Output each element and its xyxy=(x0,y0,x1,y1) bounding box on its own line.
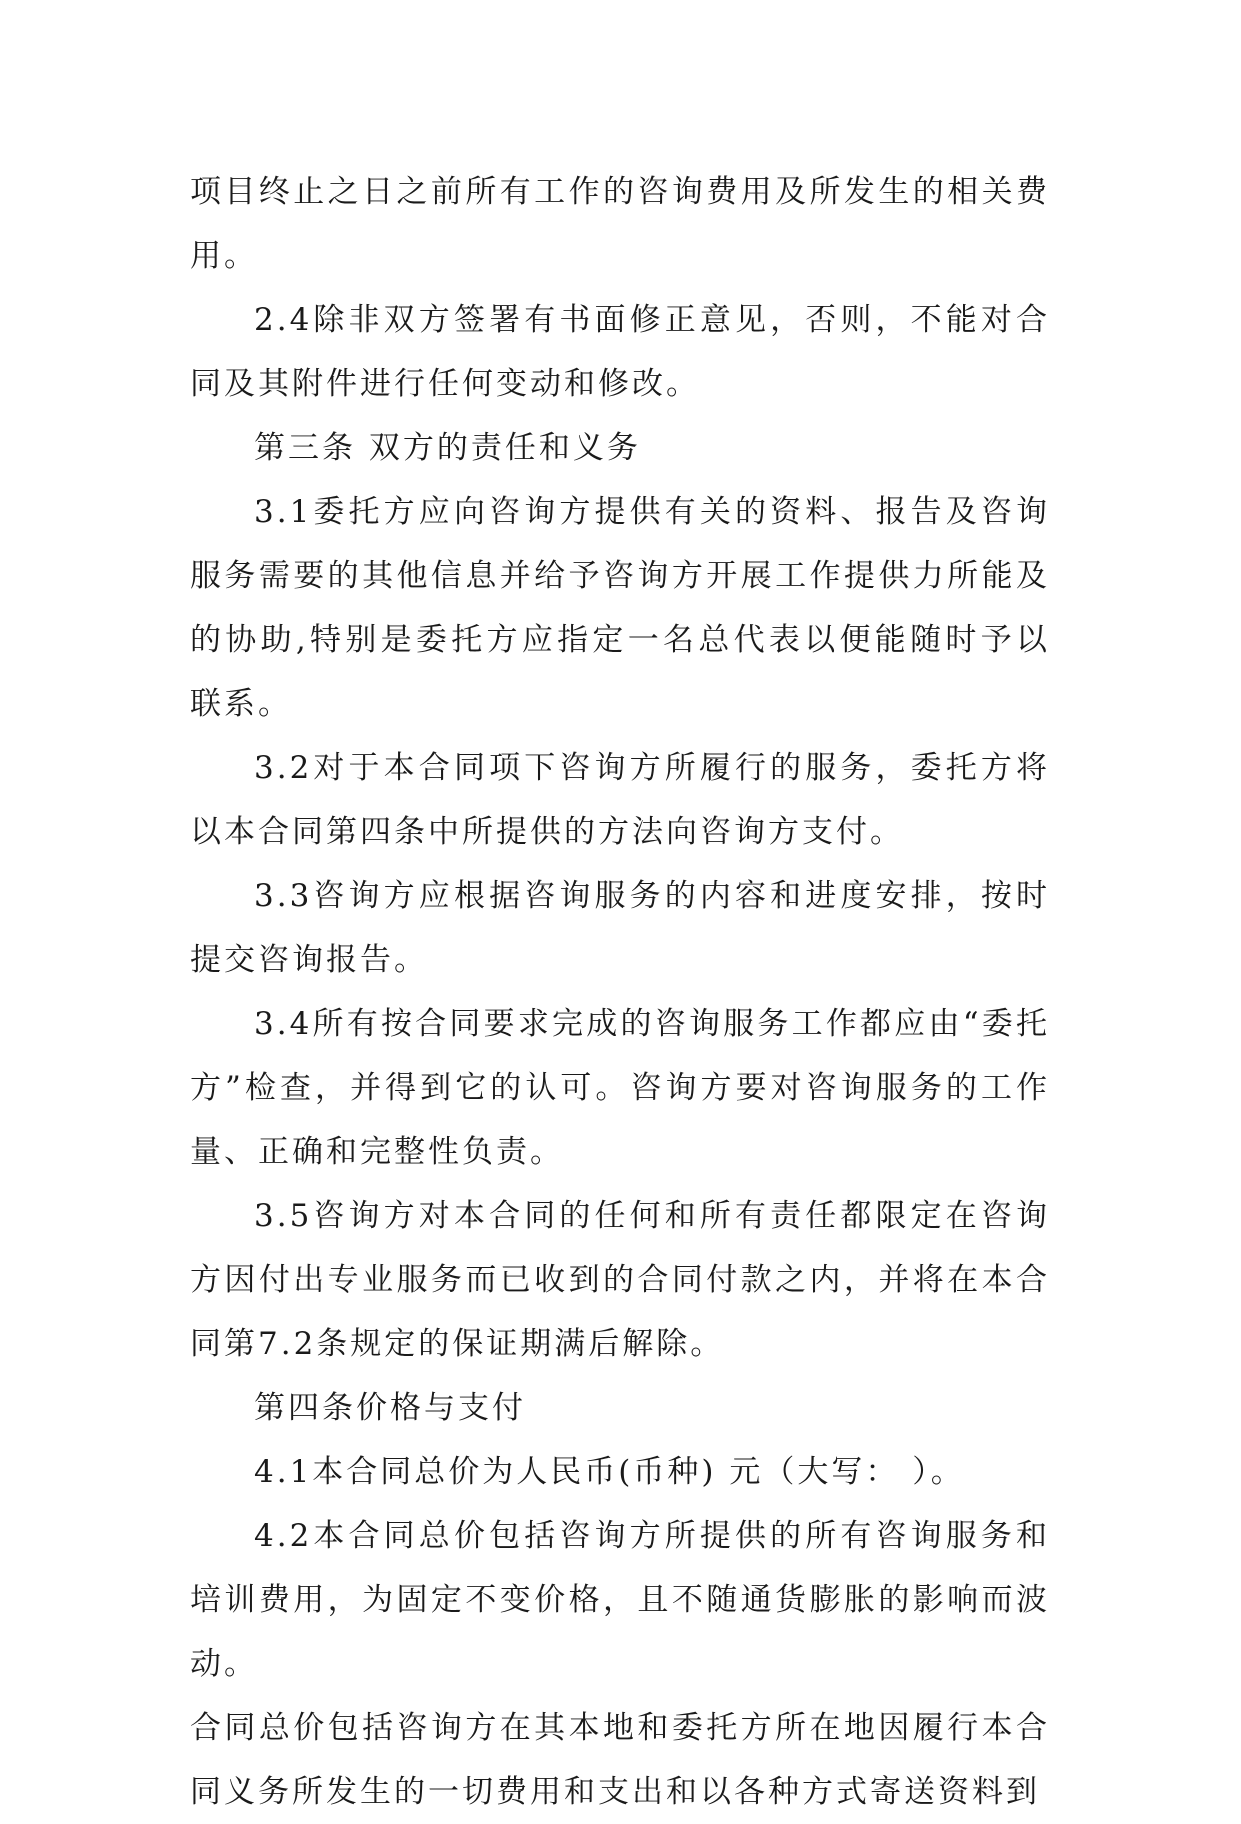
paragraph-1: 项目终止之日之前所有工作的咨询费用及所发生的相关费用。 xyxy=(190,174,1050,274)
section-heading-3: 第三条 双方的责任和义务 xyxy=(254,430,641,466)
paragraph-2: 2.4除非双方签署有书面修正意见，否则，不能对合同及其附件进行任何变动和修改。 xyxy=(190,302,1050,402)
paragraph-10: 4.1本合同总价为人民币(币种) 元（大写： ）。 xyxy=(254,1454,965,1490)
paragraph-12: 合同总价包括咨询方在其本地和委托方所在地因履行本合同义务所发生的一切费用和支出和以各种方式寄送资料到 xyxy=(190,1710,1050,1810)
paragraph-5: 3.2对于本合同项下咨询方所履行的服务，委托方将以本合同第四条中所提供的方法向咨询方支付。 xyxy=(190,750,1050,850)
paragraph-8: 3.5咨询方对本合同的任何和所有责任都限定在咨询方因付出专业服务而已收到的合同付款之内，并将在本合同第7.2条规定的保证期满后解除。 xyxy=(190,1198,1050,1362)
paragraph-7: 3.4所有按合同要求完成的咨询服务工作都应由“委托方”检查，并得到它的认可。咨询方要对咨询服务的工作量、正确和完整性负责。 xyxy=(190,1006,1050,1170)
document-body xyxy=(190,160,1050,1824)
paragraph-4: 3.1委托方应向咨询方提供有关的资料、报告及咨询服务需要的其他信息并给予咨询方开展工作提供力所能及的协助,特别是委托方应指定一名总代表以便能随时予以联系。 xyxy=(190,494,1050,722)
section-heading-4: 第四条价格与支付 xyxy=(254,1390,526,1426)
paragraph-11: 4.2本合同总价包括咨询方所提供的所有咨询服务和培训费用，为固定不变价格，且不随通货膨胀的影响而波动。 xyxy=(190,1518,1050,1682)
paragraph-6: 3.3咨询方应根据咨询服务的内容和进度安排，按时提交咨询报告。 xyxy=(190,878,1050,978)
